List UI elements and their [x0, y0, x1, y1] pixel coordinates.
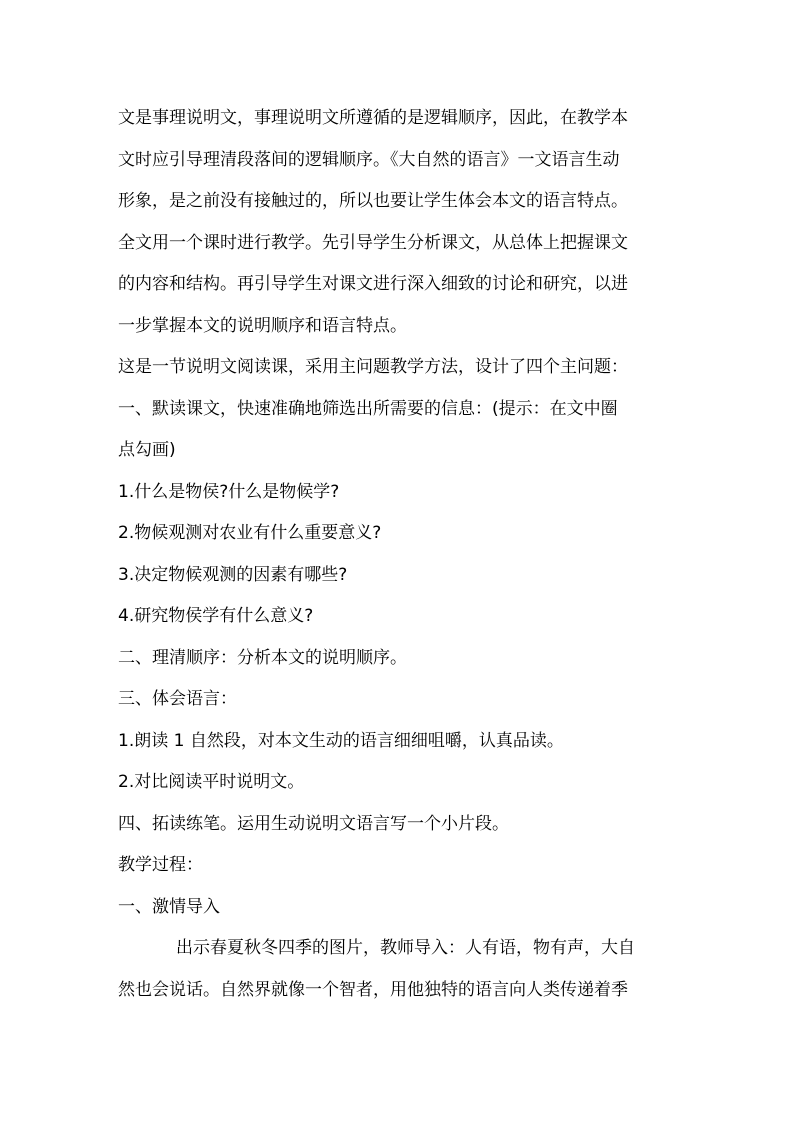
text-line: 然也会说话。自然界就像一个智者，用他独特的语言向人类传递着季 — [118, 979, 628, 1000]
text-line: 全文用一个课时进行教学。先引导学生分析课文，从总体上把握课文 — [118, 232, 628, 253]
section-heading: 教学过程： — [118, 855, 203, 875]
question-heading: 四、拓读练笔。运用生动说明文语言写一个小片段。 — [118, 813, 509, 834]
list-item: 1.朗读 1 自然段，对本文生动的语言细细咀嚼，认真品读。 — [118, 730, 564, 751]
list-item: 4.研究物侯学有什么意义? — [118, 606, 314, 626]
text-line: 文时应引导理清段落间的逻辑顺序。《大自然的语言》一文语言生动 — [118, 149, 620, 170]
list-item: 2.对比阅读平时说明文。 — [118, 772, 305, 792]
text-line: 一步掌握本文的说明顺序和语言特点。 — [118, 315, 407, 336]
text-line: 的内容和结构。再引导学生对课文进行深入细致的讨论和研究，以进 — [118, 274, 628, 294]
text-line: 点勾画) — [118, 440, 176, 460]
question-heading: 二、理清顺序：分析本文的说明顺序。 — [118, 647, 407, 668]
text-line: 这是一节说明文阅读课，采用主问题教学方法，设计了四个主问题： — [118, 357, 628, 377]
section-heading: 一、激情导入 — [118, 896, 220, 917]
document-body — [118, 98, 680, 1011]
paragraph-first-line: 出示春夏秋冬四季的图片，教师导入：人有语，物有声，大自 — [176, 938, 635, 958]
list-item: 2.物候观测对农业有什么重要意义? — [118, 523, 382, 543]
question-heading: 一、默读课文，快速准确地筛选出所需要的信息：(提示：在文中圈 — [118, 398, 618, 419]
question-heading: 三、体会语言： — [118, 689, 237, 709]
list-item: 1.什么是物侯?什么是物候学? — [118, 481, 340, 502]
text-line: 形象，是之前没有接触过的，所以也要让学生体会本文的语言特点。 — [118, 191, 628, 211]
list-item: 3.决定物候观测的因素有哪些? — [118, 564, 348, 585]
text-line: 文是事理说明文，事理说明文所遵循的是逻辑顺序，因此，在教学本 — [118, 108, 628, 128]
